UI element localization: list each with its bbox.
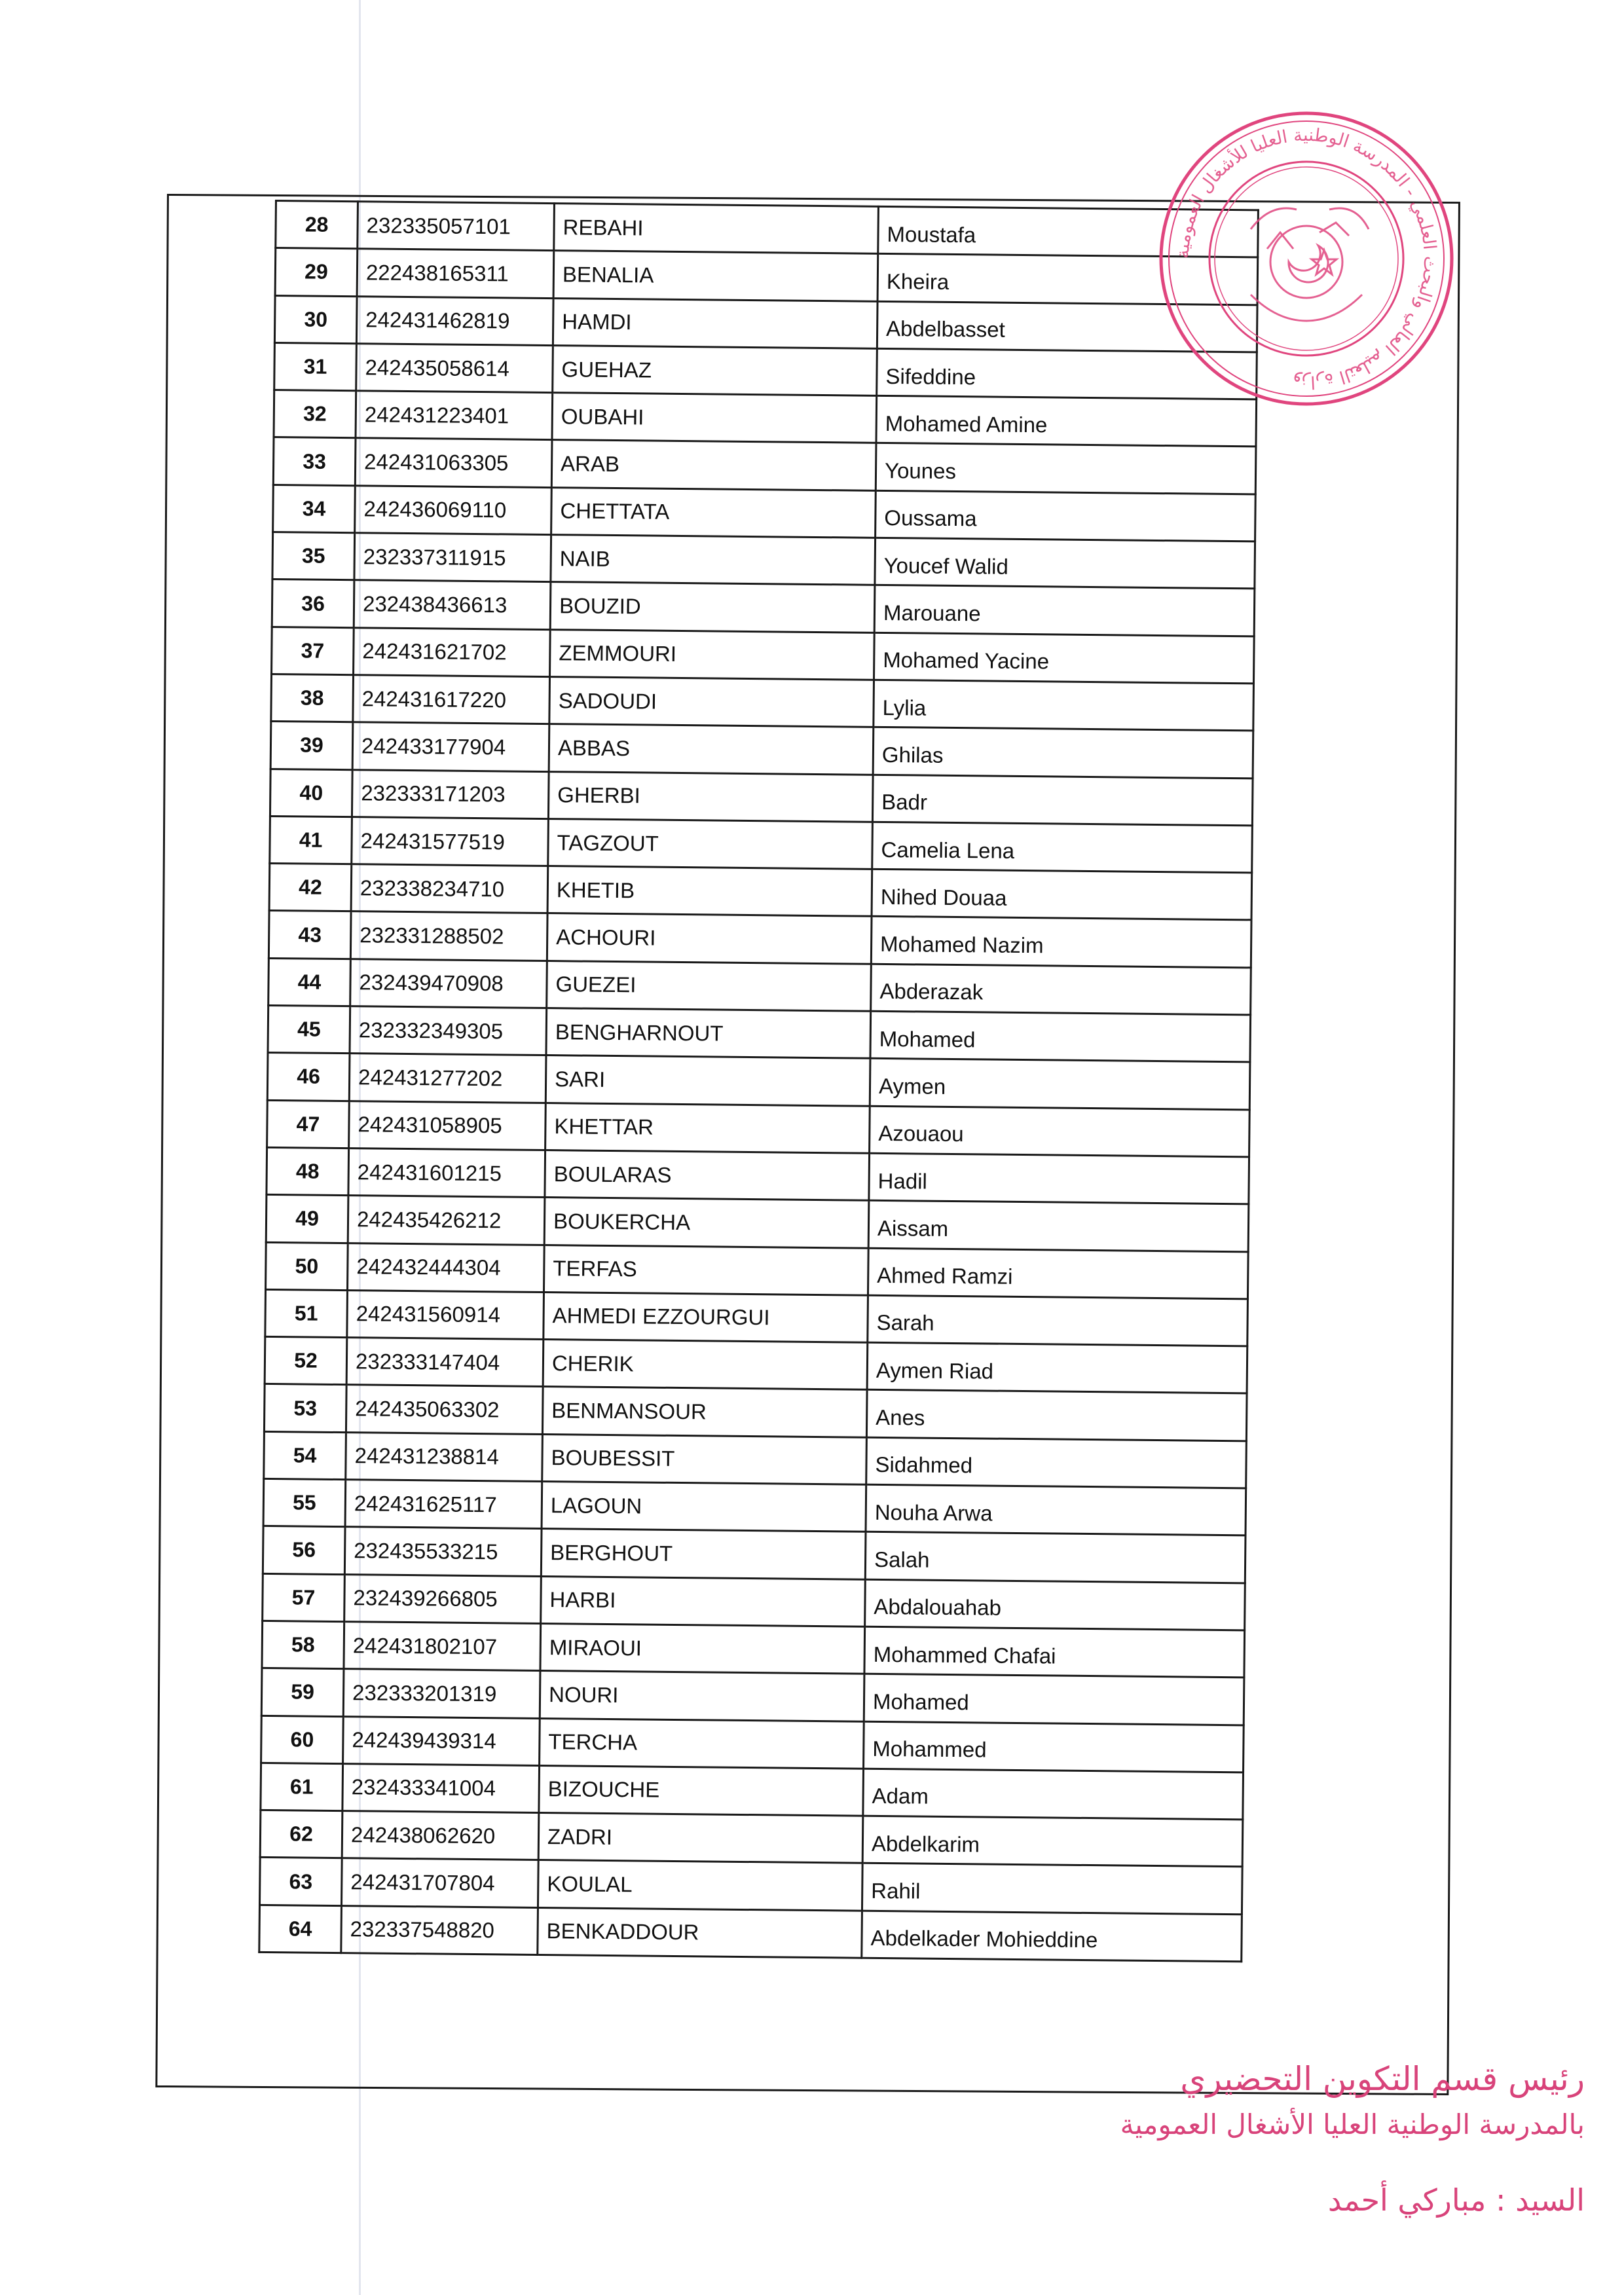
row-number: 48 [267, 1147, 349, 1195]
last-name: LAGOUN [542, 1482, 866, 1532]
first-name: Anes [866, 1390, 1247, 1441]
last-name: ZEMMOURI [550, 629, 875, 680]
last-name: OUBAHI [552, 393, 877, 443]
last-name: CHERIK [543, 1340, 868, 1390]
first-name: Mohamed Yacine [874, 633, 1255, 684]
registration-number: 232333147404 [346, 1338, 544, 1387]
registration-number: 242439439314 [343, 1716, 540, 1765]
registration-number: 232335057101 [358, 202, 555, 251]
last-name: BOUZID [550, 582, 875, 633]
registration-number: 242432444304 [348, 1243, 545, 1292]
registration-number: 232337548820 [341, 1905, 538, 1955]
last-name: BIZOUCHE [539, 1765, 864, 1816]
registration-number: 232433341004 [342, 1763, 540, 1812]
last-name: AHMEDI EZZOURGUI [544, 1292, 868, 1342]
last-name: MIRAOUI [540, 1623, 865, 1674]
row-number: 45 [268, 1006, 350, 1054]
row-number: 38 [271, 674, 354, 722]
last-name: BOUBESSIT [542, 1434, 867, 1484]
first-name: Oussama [876, 490, 1256, 542]
signature-block [995, 2056, 1585, 2226]
registration-number: 232331288502 [350, 911, 547, 961]
last-name: ABBAS [549, 724, 874, 775]
registration-number: 242431577519 [352, 817, 549, 866]
row-number: 52 [265, 1337, 347, 1385]
last-name: KHETIB [547, 866, 872, 917]
row-number: 47 [267, 1100, 350, 1148]
first-name: Younes [876, 443, 1256, 494]
first-name: Mohamed [870, 1011, 1251, 1062]
last-name: HAMDI [553, 298, 877, 348]
registration-number: 232337311915 [354, 533, 551, 582]
first-name: Adam [863, 1769, 1244, 1820]
row-number: 50 [266, 1242, 348, 1290]
last-name: BOUKERCHA [544, 1198, 869, 1248]
row-number: 57 [263, 1573, 345, 1621]
last-name: CHETTATA [551, 487, 876, 538]
student-list-table [258, 200, 1259, 1962]
registration-number: 242435058614 [356, 344, 553, 393]
last-name: BENMANSOUR [542, 1387, 867, 1437]
registration-number: 242431560914 [347, 1290, 544, 1339]
row-number: 32 [274, 390, 356, 438]
first-name: Sidahmed [866, 1437, 1247, 1488]
row-number: 63 [260, 1858, 342, 1905]
registration-number: 232438436613 [354, 580, 551, 629]
first-name: Aissam [868, 1201, 1249, 1252]
registration-number: 232439266805 [344, 1574, 542, 1623]
row-number: 53 [264, 1384, 346, 1432]
first-name: Salah [865, 1532, 1246, 1583]
student-list-table-container [257, 200, 1257, 2101]
registration-number: 242431277202 [349, 1054, 546, 1103]
last-name: SADOUDI [549, 677, 874, 727]
first-name: Ghilas [873, 727, 1253, 779]
row-number: 59 [261, 1668, 344, 1716]
last-name: KHETTAR [545, 1103, 870, 1153]
registration-number: 232338234710 [351, 864, 548, 913]
last-name: BENKADDOUR [538, 1907, 862, 1958]
row-number: 61 [261, 1763, 343, 1810]
row-number: 54 [264, 1431, 346, 1479]
first-name: Abdelbasset [877, 301, 1257, 352]
row-number: 39 [270, 722, 353, 769]
first-name: Moustafa [878, 206, 1259, 257]
row-number: 64 [259, 1905, 342, 1953]
last-name: GHERBI [548, 771, 873, 822]
first-name: Nihed Douaa [872, 869, 1252, 920]
row-number: 34 [273, 485, 356, 532]
row-number: 37 [272, 627, 354, 674]
first-name: Abdalouahab [865, 1579, 1246, 1630]
row-number: 56 [263, 1526, 345, 1574]
registration-number: 242435426212 [348, 1196, 545, 1245]
last-name: ARAB [551, 440, 876, 490]
first-name: Hadil [869, 1153, 1249, 1204]
row-number: 46 [267, 1053, 350, 1101]
first-name: Mohamed [864, 1674, 1244, 1725]
last-name: BERGHOUT [541, 1529, 866, 1579]
registration-number: 242431621702 [354, 627, 551, 676]
row-number: 43 [268, 911, 351, 959]
first-name: Mohamed Amine [876, 396, 1257, 447]
last-name: ACHOURI [547, 913, 872, 964]
signature-school: بالمدرسة الوطنية العليا الأشغال العمومية [1120, 2108, 1585, 2140]
last-name: REBAHI [554, 204, 879, 254]
registration-number: 242431223401 [356, 391, 553, 440]
first-name: Aymen Riad [867, 1342, 1247, 1393]
first-name: Ahmed Ramzi [868, 1248, 1248, 1299]
last-name: HARBI [541, 1576, 866, 1626]
row-number: 41 [270, 816, 352, 864]
signature-name: السيد : مباركي أحمد [1327, 2182, 1585, 2218]
row-number: 60 [261, 1716, 344, 1763]
row-number: 30 [274, 295, 357, 343]
first-name: Camelia Lena [872, 822, 1253, 873]
first-name: Abdelkader Mohieddine [862, 1911, 1242, 1962]
registration-number: 232332349305 [350, 1006, 547, 1056]
registration-number: 242438062620 [342, 1811, 539, 1860]
registration-number: 222438165311 [357, 249, 554, 298]
last-name: BENGHARNOUT [546, 1008, 871, 1059]
first-name: Marouane [874, 585, 1255, 636]
first-name: Abdelkarim [862, 1816, 1243, 1867]
registration-number: 242431802107 [344, 1622, 541, 1671]
registration-number: 242435063302 [346, 1385, 543, 1434]
last-name: BOULARAS [545, 1150, 870, 1200]
first-name: Sarah [868, 1295, 1248, 1346]
last-name: NOURI [540, 1671, 864, 1721]
first-name: Lylia [874, 680, 1254, 731]
last-name: NAIB [551, 535, 876, 585]
row-number: 44 [268, 958, 351, 1006]
registration-number: 242431601215 [348, 1148, 545, 1198]
last-name: SARI [545, 1056, 870, 1106]
first-name: Mohammed [864, 1721, 1244, 1772]
row-number: 42 [269, 864, 352, 911]
registration-number: 232439470908 [350, 959, 547, 1008]
last-name: KOULAL [538, 1860, 862, 1911]
first-name: Mohammed Chafai [864, 1626, 1245, 1678]
first-name: Badr [872, 775, 1253, 826]
signature-title: رئيس قسم التكوين التحضيري [1180, 2060, 1585, 2098]
registration-number: 232435533215 [344, 1527, 542, 1576]
last-name: GUEZEI [547, 961, 872, 1011]
row-number: 29 [275, 248, 358, 296]
last-name: GUEHAZ [553, 345, 877, 395]
row-number: 62 [260, 1810, 342, 1858]
first-name: Azouaou [870, 1106, 1250, 1157]
last-name: ZADRI [538, 1813, 863, 1864]
row-number: 33 [273, 437, 356, 485]
registration-number: 242431238814 [346, 1432, 543, 1481]
registration-number: 242431617220 [353, 675, 550, 724]
first-name: Nouha Arwa [866, 1484, 1246, 1535]
registration-number: 242431625117 [345, 1480, 542, 1529]
registration-number: 242431462819 [356, 296, 553, 345]
seal-ring-text: وزارة التعليم العالي والبحث العلمي - المدرسة الوطنية العليا للأشغال العمومية [1172, 124, 1441, 393]
row-number: 40 [270, 769, 352, 817]
first-name: Kheira [877, 254, 1258, 305]
row-number: 31 [274, 342, 357, 390]
table-row [259, 1905, 1242, 1962]
first-name: Mohamed Nazim [871, 917, 1251, 968]
registration-number: 232333171203 [352, 769, 549, 818]
last-name: TAGZOUT [548, 818, 873, 869]
row-number: 28 [276, 201, 358, 249]
first-name: Sifeddine [877, 348, 1257, 399]
last-name: TERFAS [544, 1245, 869, 1295]
registration-number: 242431063305 [355, 438, 552, 487]
row-number: 35 [272, 532, 355, 580]
row-number: 36 [272, 579, 354, 627]
table-body [259, 201, 1259, 1962]
registration-number: 242431058905 [349, 1101, 546, 1150]
first-name: Youcef Walid [875, 538, 1255, 589]
last-name: BENALIA [553, 251, 878, 301]
registration-number: 242431707804 [341, 1858, 538, 1907]
last-name: TERCHA [540, 1718, 864, 1769]
row-number: 49 [266, 1195, 348, 1243]
official-seal [1153, 98, 1460, 419]
first-name: Abderazak [871, 964, 1251, 1015]
registration-number: 242433177904 [352, 722, 549, 771]
row-number: 58 [262, 1621, 344, 1668]
row-number: 51 [265, 1289, 348, 1337]
svg-text:وزارة التعليم العالي والبحث ال [1173, 125, 1441, 392]
registration-number: 232333201319 [343, 1669, 540, 1718]
row-number: 55 [263, 1478, 346, 1526]
registration-number: 242436069110 [355, 485, 552, 534]
first-name: Rahil [862, 1864, 1242, 1915]
first-name: Aymen [870, 1059, 1250, 1110]
